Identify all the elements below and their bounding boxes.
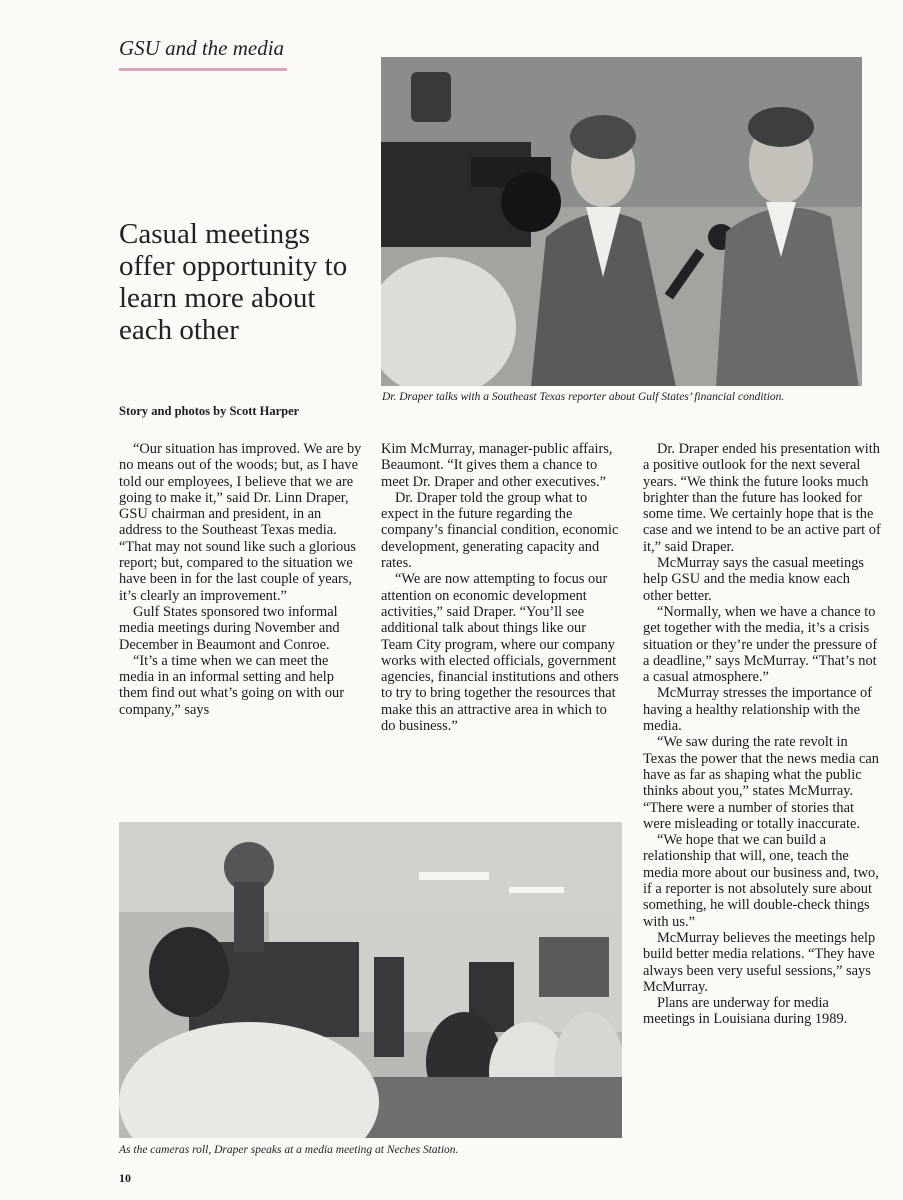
paragraph: “It’s a time when we can meet the media in an informal setting and help them find out what’s going on with our company,” says [119, 652, 345, 718]
section-title: GSU and the media [119, 36, 285, 60]
paragraph: Gulf States sponsored two informal media meetings during November and December in Beaumont and Conroe. [119, 603, 340, 653]
paragraph: Dr. Draper told the group what to expect in the future regarding the company’s financial condition, economic development, generating capacity and rates. [381, 489, 619, 572]
photo-media-meeting [119, 822, 622, 1138]
article-column-3 [643, 441, 883, 1028]
paragraph: Dr. Draper ended his presentation with a positive outlook for the next several years. “We think the future looks much brighter than the future has looked for some time. We certainly hope that is the case and we intend to be an active part of it,” said Draper. [643, 441, 881, 555]
article-column-1 [119, 441, 365, 718]
paragraph: McMurray believes the meetings help build better media relations. “They have always been very useful sessions,” says McMurray. [643, 929, 876, 995]
paragraph: Kim McMurray, manager-public affairs, Beaumont. “It gives them a chance to meet Dr. Draper and other executives.” [381, 441, 613, 490]
photo-interview [381, 57, 862, 386]
paragraph: McMurray stresses the importance of having a healthy relationship with the media. [643, 685, 872, 735]
paragraph: “Our situation has improved. We are by no means out of the woods; but, as I have told our employees, I believe that we are going to make it,” said Dr. Linn Draper, GSU chairman and president, in an address to the Southeast Texas media. “That may not sound like such a glorious report; but, compared to the situation we have been in for the last couple of years, it’s clearly an improvement.” [119, 441, 362, 604]
page-number: 10 [119, 1171, 131, 1185]
paragraph: Plans are underway for media meetings in Louisiana during 1989. [643, 995, 848, 1028]
section-divider [119, 68, 287, 71]
paragraph: “We are now attempting to focus our attention on economic development activities,” said Draper. “You’ll see additional talk about things like our Team City program, where our company works with elected officials, government agencies, financial institutions and others to try to bring together the resources that make this an attractive area in which to do business.” [381, 571, 619, 735]
paragraph: “We saw during the rate revolt in Texas the power that the news media can have as far as shaping what the public thinks about you,” states McMurray. “There were a number of stories that were misleading or totally inaccurate. [643, 734, 879, 832]
paragraph: “We hope that we can build a relationship that will, one, teach the media more about our business and, two, if a reporter is not absolutely sure about something, he will double-check things with us.” [643, 832, 879, 930]
paragraph: McMurray says the casual meetings help GSU and the media know each other better. [643, 555, 865, 604]
article-column-2 [381, 441, 621, 734]
photo-caption-top: Dr. Draper talks with a Southeast Texas reporter about Gulf States’ financial condition. [382, 391, 785, 403]
headline: Casual meetings offer opportunity to learn more about each other [119, 218, 348, 346]
paragraph: “Normally, when we have a chance to get together with the media, it’s a crisis situation or they’re under the pressure of a deadline,” says McMurray. “That’s not a casual atmosphere.” [643, 603, 878, 686]
photo-caption-bottom: As the cameras roll, Draper speaks at a media meeting at Neches Station. [119, 1144, 459, 1156]
byline: Story and photos by Scott Harper [119, 404, 300, 418]
